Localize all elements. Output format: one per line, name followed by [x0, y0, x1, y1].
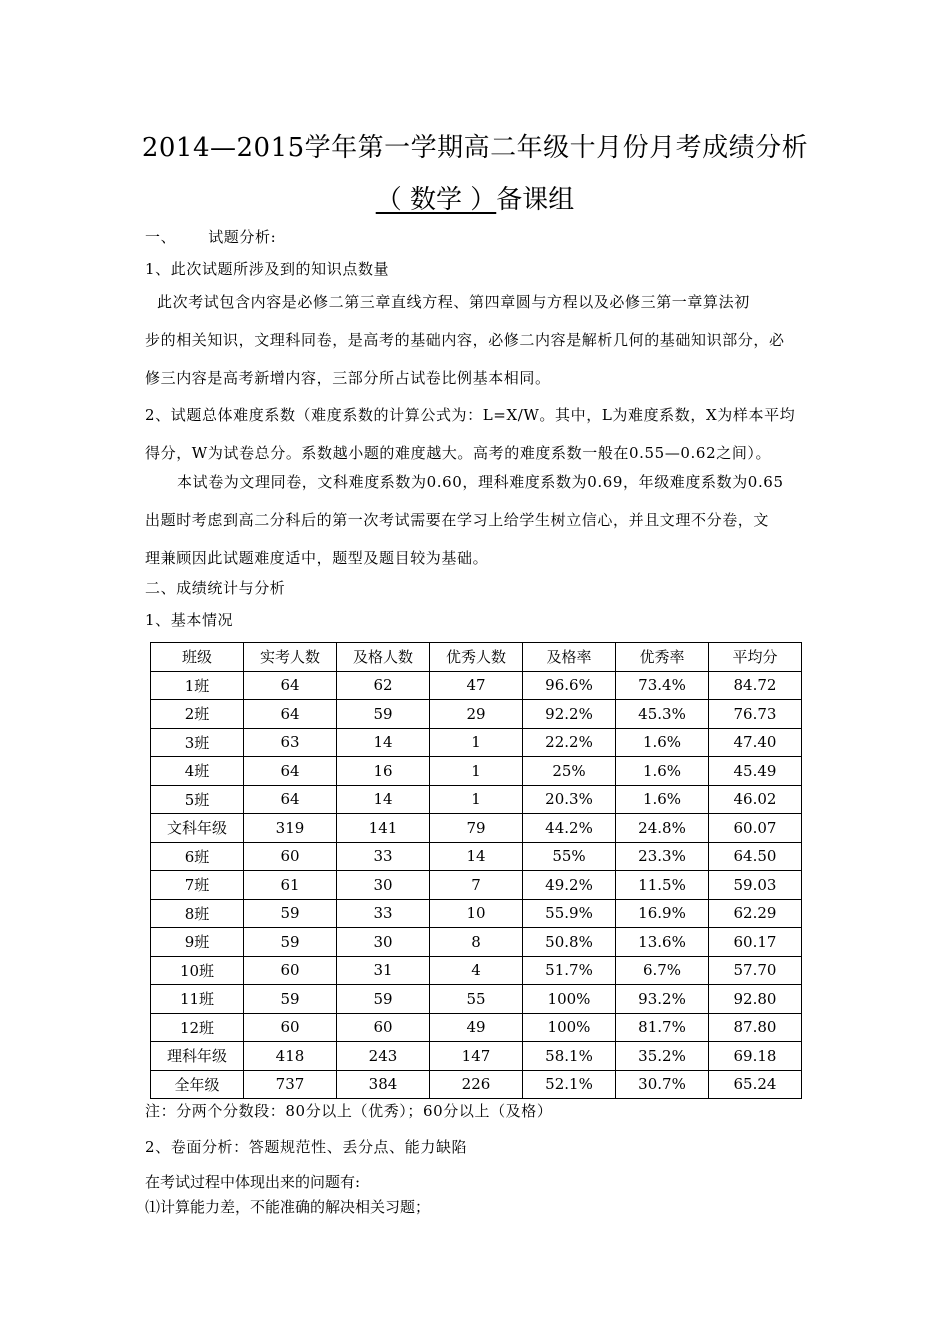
table-cell: 96.6% — [523, 671, 616, 700]
table-cell: 58.1% — [523, 1042, 616, 1071]
table-cell: 73.4% — [616, 671, 709, 700]
document-title: 2014—2015学年第一学期高二年级十月份月考成绩分析 — [141, 133, 809, 163]
paragraph-line: 修三内容是高考新增内容，三部分所占试卷比例基本相同。 — [145, 369, 551, 387]
table-cell: 57.70 — [709, 956, 802, 985]
table-cell: 13.6% — [616, 928, 709, 957]
table-cell: 52.1% — [523, 1070, 616, 1099]
column-header: 及格率 — [523, 643, 616, 672]
class-name-cell: 12班 — [151, 1013, 244, 1042]
table-row — [151, 671, 802, 700]
table-cell: 141 — [337, 814, 430, 843]
table-cell: 1.6% — [616, 757, 709, 786]
column-header: 平均分 — [709, 643, 802, 672]
section-1-heading — [145, 226, 810, 248]
table-cell: 100% — [523, 1013, 616, 1042]
table-cell: 60 — [244, 842, 337, 871]
group-label: 备课组 — [496, 185, 575, 215]
paragraph-line: 步的相关知识，文理科同卷，是高考的基础内容，必修二内容是解析几何的基础知识部分，必 — [145, 331, 785, 349]
table-cell: 59 — [244, 985, 337, 1014]
table-cell: 33 — [337, 842, 430, 871]
table-cell: 47 — [430, 671, 523, 700]
table-cell: 49.2% — [523, 871, 616, 900]
table-cell: 384 — [337, 1070, 430, 1099]
section-2-2-heading: 2、卷面分析：答题规范性、丢分点、能力缺陷 — [145, 1138, 468, 1156]
table-cell: 59 — [244, 899, 337, 928]
table-cell: 16 — [337, 757, 430, 786]
subject-name: （ 数学 ） — [375, 185, 497, 215]
table-row — [151, 928, 802, 957]
table-cell: 79 — [430, 814, 523, 843]
table-cell: 59 — [337, 985, 430, 1014]
section-1-1-heading: 1、此次试题所涉及到的知识点数量 — [145, 260, 390, 278]
table-cell: 33 — [337, 899, 430, 928]
class-name-cell: 10班 — [151, 956, 244, 985]
table-cell: 92.80 — [709, 985, 802, 1014]
table-cell: 147 — [430, 1042, 523, 1071]
table-row — [151, 1013, 802, 1042]
class-name-cell: 4班 — [151, 757, 244, 786]
section-1-1-body — [145, 283, 810, 397]
table-cell: 55 — [430, 985, 523, 1014]
table-cell: 45.49 — [709, 757, 802, 786]
table-cell: 14 — [337, 728, 430, 757]
paragraph-line: 此次考试包含内容是必修二第三章直线方程、第四章圆与方程以及必修三第一章算法初 — [157, 293, 750, 311]
table-cell: 23.3% — [616, 842, 709, 871]
table-cell: 31 — [337, 956, 430, 985]
table-note: 注：分两个分数段：80分以上（优秀）；60分以上（及格） — [145, 1102, 553, 1120]
table-cell: 11.5% — [616, 871, 709, 900]
table-cell: 7 — [430, 871, 523, 900]
table-row — [151, 1042, 802, 1071]
class-name-cell: 3班 — [151, 728, 244, 757]
table-cell: 29 — [430, 700, 523, 729]
section-2-heading: 二、成绩统计与分析 — [145, 579, 286, 597]
problems-intro: 在考试过程中体现出来的问题有: — [145, 1173, 361, 1191]
table-cell: 24.8% — [616, 814, 709, 843]
table-cell: 49 — [430, 1013, 523, 1042]
table-cell: 22.2% — [523, 728, 616, 757]
table-body — [151, 671, 802, 1099]
table-cell: 45.3% — [616, 700, 709, 729]
table-cell: 64.50 — [709, 842, 802, 871]
table-cell: 63 — [244, 728, 337, 757]
table-cell: 59 — [337, 700, 430, 729]
table-cell: 65.24 — [709, 1070, 802, 1099]
table-cell: 46.02 — [709, 785, 802, 814]
table-cell: 8 — [430, 928, 523, 957]
table-cell: 55% — [523, 842, 616, 871]
table-cell: 92.2% — [523, 700, 616, 729]
table-cell: 64 — [244, 671, 337, 700]
table-row — [151, 814, 802, 843]
table-cell: 30.7% — [616, 1070, 709, 1099]
paragraph-line: 本试卷为文理同卷，文科难度系数为0.60，理科难度系数为0.69，年级难度系数为0.65 — [177, 473, 784, 491]
table-header-row — [151, 643, 802, 672]
class-name-cell: 8班 — [151, 899, 244, 928]
column-header: 实考人数 — [244, 643, 337, 672]
score-statistics-table — [150, 642, 802, 1099]
table-cell: 60.07 — [709, 814, 802, 843]
table-row — [151, 728, 802, 757]
table-cell: 69.18 — [709, 1042, 802, 1071]
table-cell: 44.2% — [523, 814, 616, 843]
section-1-number: 一、 — [145, 228, 177, 246]
paragraph-line: 得分，W为试卷总分。系数越小题的难度越大。高考的难度系数一般在0.55—0.62之间）。 — [145, 444, 772, 462]
table-row — [151, 842, 802, 871]
table-cell: 1 — [430, 785, 523, 814]
class-name-cell: 9班 — [151, 928, 244, 957]
table-cell: 418 — [244, 1042, 337, 1071]
table-cell: 319 — [244, 814, 337, 843]
paragraph-line: 出题时考虑到高二分科后的第一次考试需要在学习上给学生树立信心，并且文理不分卷，文 — [145, 511, 770, 529]
column-header: 优秀率 — [616, 643, 709, 672]
table-cell: 16.9% — [616, 899, 709, 928]
table-row — [151, 700, 802, 729]
class-name-cell: 2班 — [151, 700, 244, 729]
table-cell: 6.7% — [616, 956, 709, 985]
table-row — [151, 871, 802, 900]
paragraph-line: 理兼顾因此试题难度适中，题型及题目较为基础。 — [145, 549, 489, 567]
table-cell: 1 — [430, 757, 523, 786]
table-cell: 64 — [244, 757, 337, 786]
table-cell: 10 — [430, 899, 523, 928]
class-name-cell: 理科年级 — [151, 1042, 244, 1071]
class-name-cell: 7班 — [151, 871, 244, 900]
table-cell: 60 — [244, 1013, 337, 1042]
table-cell: 14 — [337, 785, 430, 814]
table-cell: 47.40 — [709, 728, 802, 757]
table-cell: 55.9% — [523, 899, 616, 928]
problem-item-1: ⑴计算能力差，不能准确的解决相关习题； — [145, 1198, 431, 1216]
table-cell: 1.6% — [616, 785, 709, 814]
section-1-2-body — [145, 396, 810, 472]
table-row — [151, 785, 802, 814]
table-cell: 84.72 — [709, 671, 802, 700]
table-cell: 20.3% — [523, 785, 616, 814]
class-name-cell: 6班 — [151, 842, 244, 871]
class-name-cell: 5班 — [151, 785, 244, 814]
section-2-1-heading: 1、基本情况 — [145, 611, 234, 629]
table-cell: 64 — [244, 700, 337, 729]
table-cell: 87.80 — [709, 1013, 802, 1042]
section-1-title: 试题分析: — [208, 228, 277, 246]
table-cell: 30 — [337, 871, 430, 900]
table-cell: 25% — [523, 757, 616, 786]
table-cell: 4 — [430, 956, 523, 985]
class-name-cell: 文科年级 — [151, 814, 244, 843]
table-cell: 59 — [244, 928, 337, 957]
table-row — [151, 1070, 802, 1099]
table-cell: 35.2% — [616, 1042, 709, 1071]
table-cell: 76.73 — [709, 700, 802, 729]
table-row — [151, 985, 802, 1014]
class-name-cell: 全年级 — [151, 1070, 244, 1099]
document-subtitle — [0, 180, 950, 220]
column-header: 优秀人数 — [430, 643, 523, 672]
table-cell: 1.6% — [616, 728, 709, 757]
column-header: 及格人数 — [337, 643, 430, 672]
class-name-cell: 11班 — [151, 985, 244, 1014]
table-cell: 737 — [244, 1070, 337, 1099]
table-cell: 93.2% — [616, 985, 709, 1014]
table-cell: 81.7% — [616, 1013, 709, 1042]
table-cell: 60 — [244, 956, 337, 985]
class-name-cell: 1班 — [151, 671, 244, 700]
table-cell: 61 — [244, 871, 337, 900]
table-row — [151, 956, 802, 985]
table-cell: 14 — [430, 842, 523, 871]
table-row — [151, 899, 802, 928]
table-cell: 51.7% — [523, 956, 616, 985]
table-cell: 30 — [337, 928, 430, 957]
paragraph-line: 2、试题总体难度系数（难度系数的计算公式为：L=X/W。其中，L为难度系数，X为样本平均 — [145, 406, 796, 424]
table-cell: 60.17 — [709, 928, 802, 957]
table-cell: 62 — [337, 671, 430, 700]
table-cell: 59.03 — [709, 871, 802, 900]
table-cell: 64 — [244, 785, 337, 814]
section-1-3-body — [145, 463, 810, 577]
table-cell: 50.8% — [523, 928, 616, 957]
table-cell: 243 — [337, 1042, 430, 1071]
table-cell: 100% — [523, 985, 616, 1014]
table-row — [151, 757, 802, 786]
table-cell: 1 — [430, 728, 523, 757]
column-header: 班级 — [151, 643, 244, 672]
table-cell: 60 — [337, 1013, 430, 1042]
table-cell: 226 — [430, 1070, 523, 1099]
table-cell: 62.29 — [709, 899, 802, 928]
